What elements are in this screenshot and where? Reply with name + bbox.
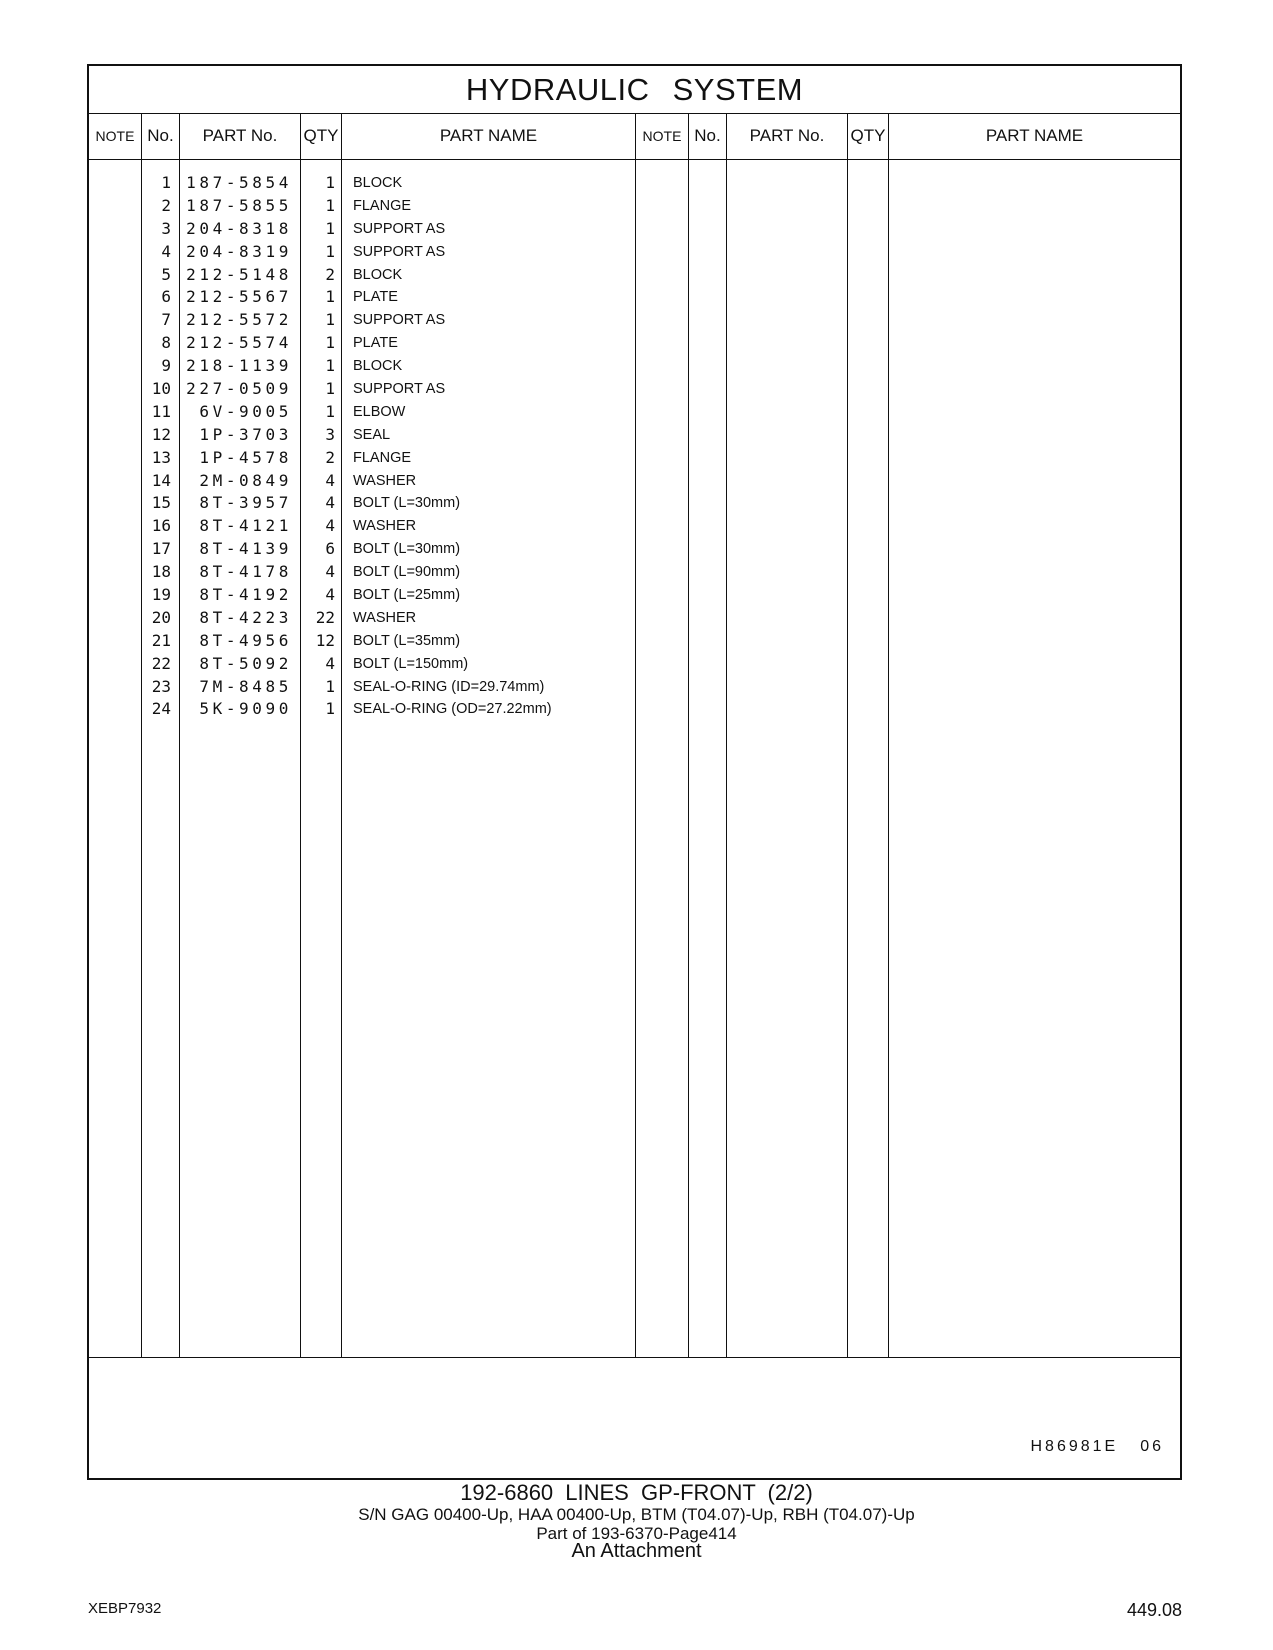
part-name-cell: SEAL-O-RING (OD=27.22mm): [353, 701, 552, 718]
part-no-cell: 16: [151, 516, 171, 536]
part-name-cell: WASHER: [353, 609, 417, 626]
column-item-numbers: [142, 160, 180, 1357]
part-qty-cell: 1: [325, 356, 335, 376]
part-name-cell: SEAL-O-RING (ID=29.74mm): [353, 678, 545, 695]
part-qty-cell: 1: [325, 401, 335, 421]
serial-range: S/N GAG 00400-Up, HAA 00400-Up, BTM (T04.07)-Up, RBH (T04.07)-Up: [358, 1505, 915, 1524]
part-qty-cell: 4: [325, 516, 335, 536]
part-name-cell: BLOCK: [353, 358, 403, 375]
part-part-no-cell: 227-0509: [186, 379, 292, 399]
header-part-name-right: PART NAME: [889, 113, 1180, 160]
part-name-cell: SUPPORT AS: [353, 220, 446, 237]
part-qty-cell: 4: [325, 562, 335, 582]
part-name-cell: BOLT (L=35mm): [353, 632, 461, 649]
part-no-cell: 8: [161, 333, 171, 353]
part-name-cell: BOLT (L=25mm): [353, 587, 461, 604]
part-qty-cell: 1: [325, 699, 335, 719]
part-part-no-cell: 8T-4178: [199, 562, 292, 582]
part-no-cell: 22: [151, 653, 171, 673]
part-part-no-cell: 212-5567: [186, 287, 292, 307]
part-qty-cell: 4: [325, 470, 335, 490]
part-no-cell: 9: [161, 356, 171, 376]
part-qty-cell: 6: [325, 539, 335, 559]
part-name-cell: WASHER: [353, 472, 417, 489]
part-part-no-cell: 6V-9005: [199, 401, 292, 421]
header-no-left: No.: [142, 113, 180, 160]
column-part-names: [342, 160, 636, 1357]
header-part-no-left: PART No.: [180, 113, 301, 160]
part-name-cell: PLATE: [353, 289, 398, 306]
part-no-cell: 4: [161, 241, 171, 261]
page-title: HYDRAULIC SYSTEM: [89, 66, 1180, 114]
part-part-no-cell: 1P-3703: [199, 424, 292, 444]
column-part-name-right: [889, 160, 1180, 1357]
part-no-cell: 17: [151, 539, 171, 559]
part-part-no-cell: 8T-4139: [199, 539, 292, 559]
part-qty-cell: 2: [325, 447, 335, 467]
header-part-name-left: PART NAME: [342, 113, 636, 160]
part-name-cell: BOLT (L=30mm): [353, 541, 461, 558]
part-qty-cell: 1: [325, 241, 335, 261]
illustration-code-rev: 06: [1140, 1438, 1164, 1455]
column-part-numbers: [180, 160, 301, 1357]
illustration-code: [1030, 1438, 1164, 1456]
column-qty-right: [848, 160, 889, 1357]
group-caption: 192-6860 LINES GP-FRONT (2/2): [460, 1480, 813, 1505]
header-part-no-right: PART No.: [727, 113, 848, 160]
part-qty-cell: 3: [325, 424, 335, 444]
part-qty-cell: 1: [325, 173, 335, 192]
part-no-cell: 19: [151, 585, 171, 605]
part-name-cell: SEAL: [353, 426, 391, 443]
column-part-no-right: [727, 160, 848, 1357]
part-name-cell: BLOCK: [353, 175, 403, 191]
document-number: XEBP7932: [88, 1600, 162, 1617]
part-name-cell: FLANGE: [353, 449, 412, 466]
part-qty-cell: 2: [325, 264, 335, 284]
header-qty-left: QTY: [301, 113, 342, 160]
part-part-no-cell: 8T-5092: [199, 653, 292, 673]
part-no-cell: 5: [161, 264, 171, 284]
part-qty-cell: 4: [325, 585, 335, 605]
part-part-no-cell: 8T-4192: [199, 585, 292, 605]
part-part-no-cell: 2M-0849: [199, 470, 292, 490]
part-part-no-cell: 7M-8485: [199, 676, 292, 696]
parts-list-sheet: [87, 64, 1182, 1480]
column-note-right: [636, 160, 689, 1357]
part-part-no-cell: 8T-4956: [199, 630, 292, 650]
part-part-no-cell: 8T-3957: [199, 493, 292, 513]
part-part-no-cell: 187-5854: [186, 173, 292, 192]
part-part-no-cell: 204-8318: [186, 218, 292, 238]
part-qty-cell: 1: [325, 379, 335, 399]
part-name-cell: SUPPORT AS: [353, 312, 446, 329]
part-no-cell: 12: [151, 424, 171, 444]
header-note-left: NOTE: [89, 113, 142, 160]
part-no-cell: 13: [151, 447, 171, 467]
part-part-no-cell: 218-1139: [186, 356, 292, 376]
part-no-cell: 10: [151, 379, 171, 399]
part-qty-cell: 12: [315, 630, 335, 650]
part-qty-cell: 4: [325, 653, 335, 673]
part-name-cell: BLOCK: [353, 266, 403, 283]
part-part-no-cell: 204-8319: [186, 241, 292, 261]
part-no-cell: 6: [161, 287, 171, 307]
part-part-no-cell: 212-5148: [186, 264, 292, 284]
attachment-note: An Attachment: [571, 1540, 702, 1562]
part-qty-cell: 22: [315, 607, 335, 627]
part-qty-cell: 1: [325, 676, 335, 696]
part-part-no-cell: 5K-9090: [199, 699, 292, 719]
part-qty-cell: 1: [325, 333, 335, 353]
part-no-cell: 21: [151, 630, 171, 650]
part-name-cell: PLATE: [353, 335, 398, 352]
parts-table: [89, 113, 1180, 1358]
parent-reference: Part of 193-6370-Page414: [536, 1524, 737, 1543]
part-no-cell: 3: [161, 218, 171, 238]
part-qty-cell: 1: [325, 218, 335, 238]
part-name-cell: SUPPORT AS: [353, 243, 446, 260]
part-part-no-cell: 212-5572: [186, 310, 292, 330]
column-quantities: [301, 160, 342, 1357]
part-no-cell: 24: [151, 699, 171, 719]
part-no-cell: 14: [151, 470, 171, 490]
part-part-no-cell: 8T-4121: [199, 516, 292, 536]
part-part-no-cell: 212-5574: [186, 333, 292, 353]
part-name-cell: ELBOW: [353, 403, 406, 420]
part-name-cell: FLANGE: [353, 197, 412, 214]
part-name-cell: BOLT (L=90mm): [353, 564, 461, 581]
part-qty-cell: 1: [325, 287, 335, 307]
part-part-no-cell: 1P-4578: [199, 447, 292, 467]
part-name-cell: BOLT (L=30mm): [353, 495, 461, 512]
column-note-left: [89, 160, 142, 1357]
part-no-cell: 1: [161, 173, 171, 192]
header-qty-right: QTY: [848, 113, 889, 160]
part-no-cell: 2: [161, 195, 171, 215]
header-note-right: NOTE: [636, 113, 689, 160]
part-qty-cell: 1: [325, 310, 335, 330]
part-part-no-cell: 8T-4223: [199, 607, 292, 627]
part-name-cell: WASHER: [353, 518, 417, 535]
part-no-cell: 23: [151, 676, 171, 696]
part-no-cell: 20: [151, 607, 171, 627]
part-no-cell: 18: [151, 562, 171, 582]
page-number: 449.08: [1126, 1600, 1182, 1620]
part-name-cell: SUPPORT AS: [353, 381, 446, 398]
part-no-cell: 15: [151, 493, 171, 513]
part-no-cell: 11: [151, 401, 171, 421]
part-part-no-cell: 187-5855: [186, 195, 292, 215]
column-no-right: [689, 160, 727, 1357]
illustration-code-id: H86981E: [1030, 1438, 1119, 1455]
part-qty-cell: 1: [325, 195, 335, 215]
header-no-right: No.: [689, 113, 727, 160]
part-no-cell: 7: [161, 310, 171, 330]
part-qty-cell: 4: [325, 493, 335, 513]
part-name-cell: BOLT (L=150mm): [353, 655, 469, 672]
